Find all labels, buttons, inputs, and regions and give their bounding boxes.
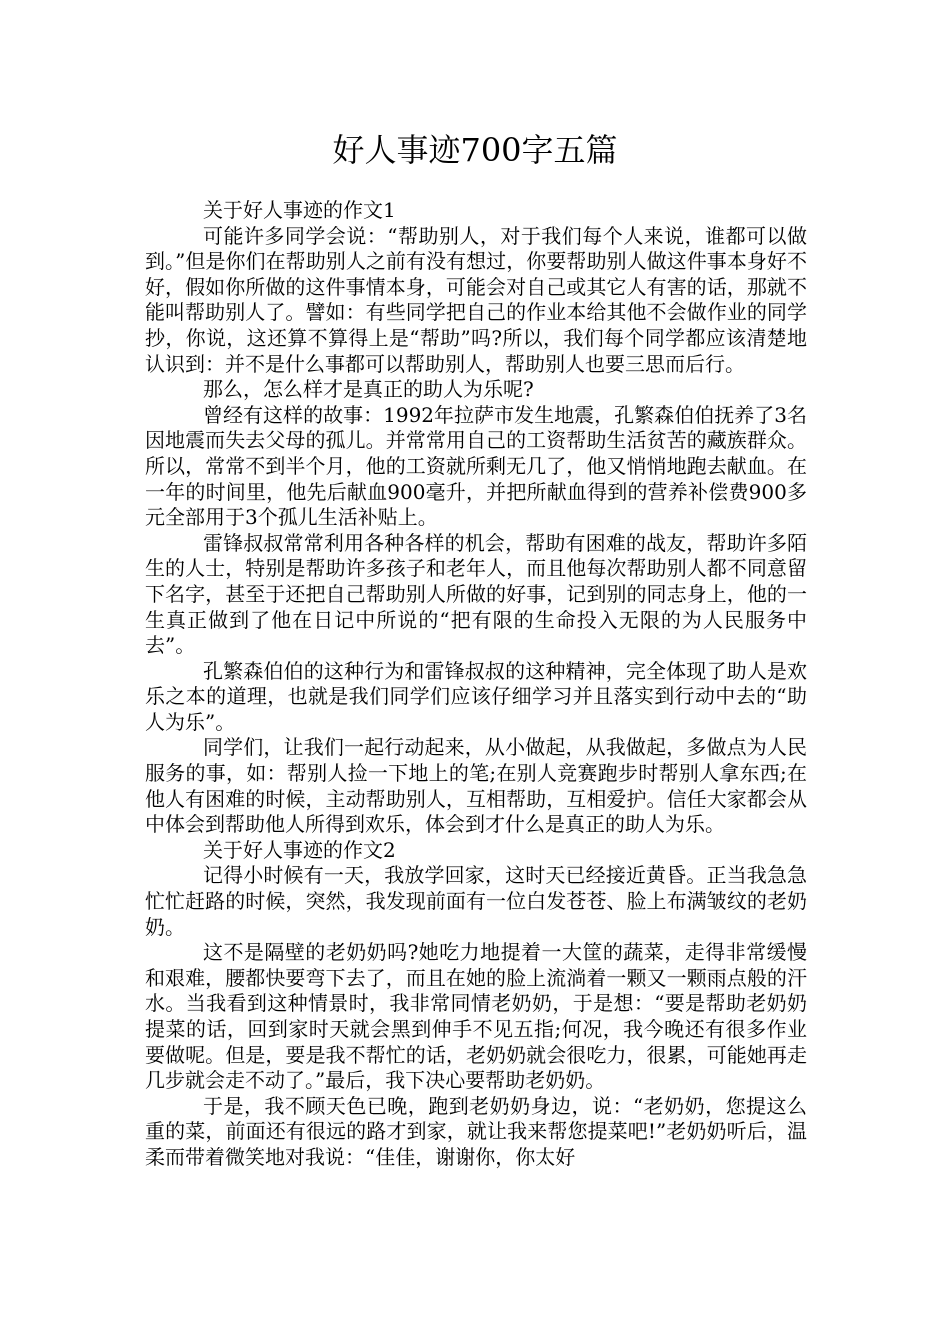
paragraph: 记得小时候有一天，我放学回家，这时天已经接近黄昏。正当我急急忙忙赶路的时候，突然，我发现前面有一位白发苍苍、脸上布满皱纹的老奶奶。 xyxy=(145,863,807,939)
document-title: 好人事迹700字五篇 xyxy=(332,131,618,169)
paragraph: 同学们，让我们一起行动起来，从小做起，从我做起，多做点为人民服务的事，如：帮别人捡一下地上的笔;在别人竞赛跑步时帮别人拿东西;在他人有困难的时候，主动帮助别人，互相帮助，互相爱护。信任大家都会从中体会到帮助他人所得到欢乐，体会到才什么是真正的助人为乐。 xyxy=(145,735,807,837)
paragraph: 那么，怎么样才是真正的助人为乐呢? xyxy=(203,377,534,402)
document-body xyxy=(145,198,807,1171)
paragraph-heading-2: 关于好人事迹的作文2 xyxy=(203,837,396,862)
paragraph: 这不是隔壁的老奶奶吗?她吃力地提着一大筐的蔬菜，走得非常缓慢和艰难，腰都快要弯下去了，而且在她的脸上流淌着一颗又一颗雨点般的汗水。当我看到这种情景时，我非常同情老奶奶，于是想：“要是帮助老奶奶提菜的话，回到家时天就会黑到伸手不见五指;何况，我今晚还有很多作业要做呢。但是，要是我不帮忙的话，老奶奶就会很吃力，很累，可能她再走几步就会走不动了。”最后，我下决心要帮助老奶奶。 xyxy=(145,940,807,1093)
paragraph: 雷锋叔叔常常利用各种各样的机会，帮助有困难的战友，帮助许多陌生的人士，特别是帮助许多孩子和老年人，而且他每次帮助别人都不同意留下名字，甚至于还把自己帮助别人所做的好事，记到别的同志身上，他的一生真正做到了他在日记中所说的“把有限的生命投入无限的为人民服务中去”。 xyxy=(145,530,807,658)
paragraph-heading-1: 关于好人事迹的作文1 xyxy=(203,198,396,222)
paragraph: 于是，我不顾天色已晚，跑到老奶奶身边，说：“老奶奶，您提这么重的菜，前面还有很远的路才到家，就让我来帮您提菜吧!”老奶奶听后，温柔而带着微笑地对我说：“佳佳，谢谢你，你太好 xyxy=(145,1093,807,1169)
paragraph: 曾经有这样的故事：1992年拉萨市发生地震，孔繁森伯伯抚养了3名因地震而失去父母的孤儿。并常常用自己的工资帮助生活贫苦的藏族群众。所以，常常不到半个月，他的工资就所剩无几了，他又悄悄地跑去献血。在一年的时间里，他先后献血900毫升，并把所献血得到的营养补偿费900多元全部用于3个孤儿生活补贴上。 xyxy=(145,402,807,530)
paragraph: 孔繁森伯伯的这种行为和雷锋叔叔的这种精神，完全体现了助人是欢乐之本的道理，也就是我们同学们应该仔细学习并且落实到行动中去的“助人为乐”。 xyxy=(145,658,807,734)
paragraph: 可能许多同学会说：“帮助别人，对于我们每个人来说，谁都可以做到。”但是你们在帮助别人之前有没有想过，你要帮助别人做这件事本身好不好，假如你所做的这件事情本身，可能会对自己或其它人有害的话，那就不能叫帮助别人了。譬如：有些同学把自己的作业本给其他不会做作业的同学抄，你说，这还算不算得上是“帮助”吗?所以，我们每个同学都应该清楚地认识到：并不是什么事都可以帮助别人，帮助别人也要三思而后行。 xyxy=(145,223,807,376)
